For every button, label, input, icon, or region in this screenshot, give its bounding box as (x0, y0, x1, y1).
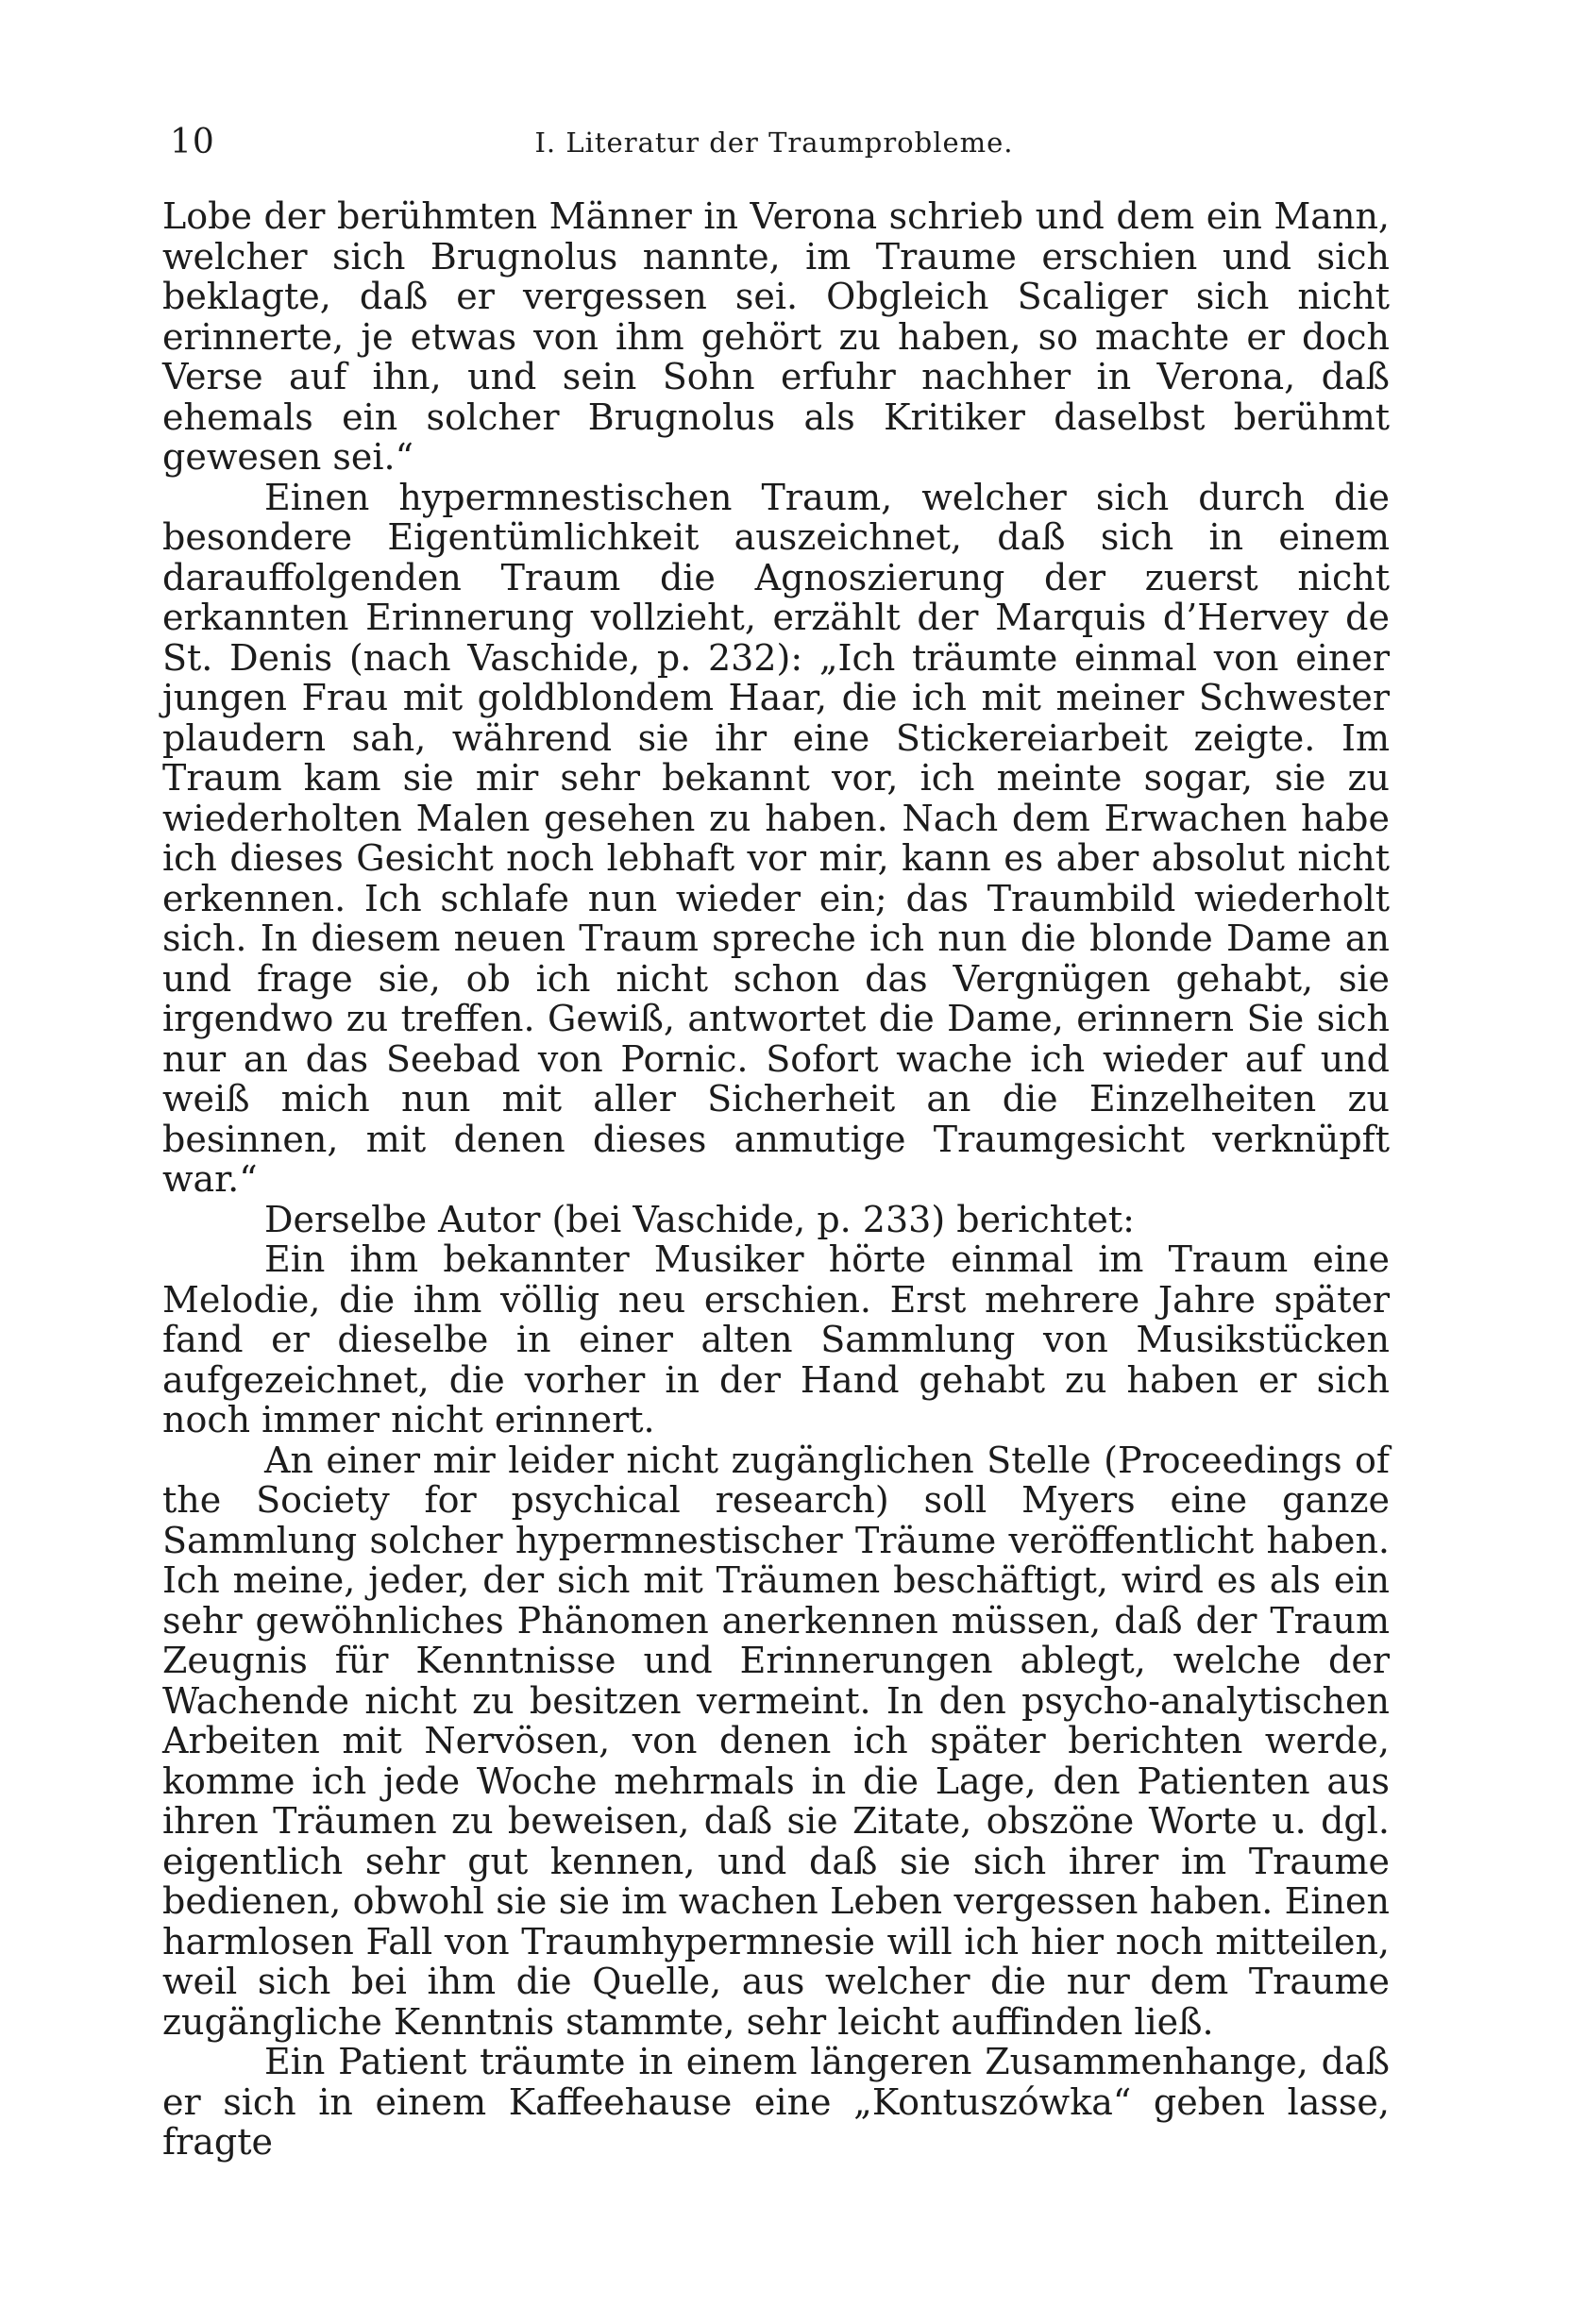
body-text (162, 196, 1390, 2163)
paragraph: Ein ihm bekannter Musiker hörte einmal im Traum eine Melodie, die ihm völlig neu erschien. Erst mehrere Jahre später fand er dieselbe in einer alten Sammlung von Musikstücken aufgezeichnet, die vorher in der Hand gehabt zu haben er sich noch immer nicht erinnert. (162, 1238, 1390, 1440)
paragraph: An einer mir leider nicht zugänglichen Stelle (Proceedings of the Society for psychical research) soll Myers eine ganze Sammlung solcher hypermnestischer Träume veröffentlicht haben. Ich meine, jeder, der sich mit Träumen beschäftigt, wird es als ein sehr gewöhnliches Phänomen anerkennen müssen, daß der Traum Zeugnis für Kenntnisse und Erinnerungen ablegt, welche der Wachende nicht zu besitzen vermeint. In den psycho-analytischen Arbeiten mit Nervösen, von denen ich später berichten werde, komme ich jede Woche mehrmals in die Lage, den Patienten aus ihren Träumen zu beweisen, daß sie Zitate, obszöne Worte u. dgl. eigentlich sehr gut kennen, und daß sie sich ihrer im Traume bedienen, obwohl sie sie im wachen Leben vergessen haben. Einen harmlosen Fall von Traumhypermnesie will ich hier noch mitteilen, weil sich bei ihm die Quelle, aus welcher die nur dem Traume zugängliche Kenntnis stammte, sehr leicht auffinden ließ. (162, 1439, 1390, 2043)
paragraph: Lobe der berühmten Männer in Verona schrieb und dem ein Mann, welcher sich Brugnolus nannte, im Traume erschien und sich beklagte, daß er vergessen sei. Obgleich Scaliger sich nicht erinnerte, je etwas von ihm gehört zu haben, so machte er doch Verse auf ihn, und sein Sohn erfuhr nachher in Verona, daß ehemals ein solcher Brugnolus als Kritiker daselbst berühmt gewesen sei.“ (162, 195, 1390, 478)
paragraph: Einen hypermnestischen Traum, welcher sich durch die besondere Eigentümlichkeit auszeichnet, daß sich in einem darauffolgenden Traum die Agnoszierung der zuerst nicht erkannten Erinnerung vollzieht, erzählt der Marquis d’Hervey de St. Denis (nach Vaschide, p. 232): „Ich träumte einmal von einer jungen Frau mit goldblondem Haar, die ich mit meiner Schwester plaudern sah, während sie ihr eine Stickereiarbeit zeigte. Im Traum kam sie mir sehr bekannt vor, ich meinte sogar, sie zu wiederholten Malen gesehen zu haben. Nach dem Erwachen habe ich dieses Gesicht noch lebhaft vor mir, kann es aber absolut nicht erkennen. Ich schlafe nun wieder ein; das Traumbild wiederholt sich. In diesem neuen Traum spreche ich nun die blonde Dame an und frage sie, ob ich nicht schon das Vergnügen gehabt, sie irgendwo zu treffen. Gewiß, antwortet die Dame, erinnern Sie sich nur an das Seebad von Pornic. Sofort wache ich wieder auf und weiß mich nun mit aller Sicherheit an die Einzelheiten zu besinnen, mit denen dieses anmutige Traumgesicht verknüpft war.“ (162, 476, 1390, 1200)
paragraph: Derselbe Autor (bei Vaschide, p. 233) berichtet: (264, 1198, 1135, 1240)
page-header (170, 123, 1378, 170)
paragraph: Ein Patient träumte in einem längeren Zusammenhange, daß er sich in einem Kaffeehause eine „Kontuszówka“ geben lasse, fragte (162, 2041, 1390, 2163)
page-number: 10 (170, 123, 215, 161)
running-title: I. Literatur der Traumprobleme. (534, 126, 1014, 159)
